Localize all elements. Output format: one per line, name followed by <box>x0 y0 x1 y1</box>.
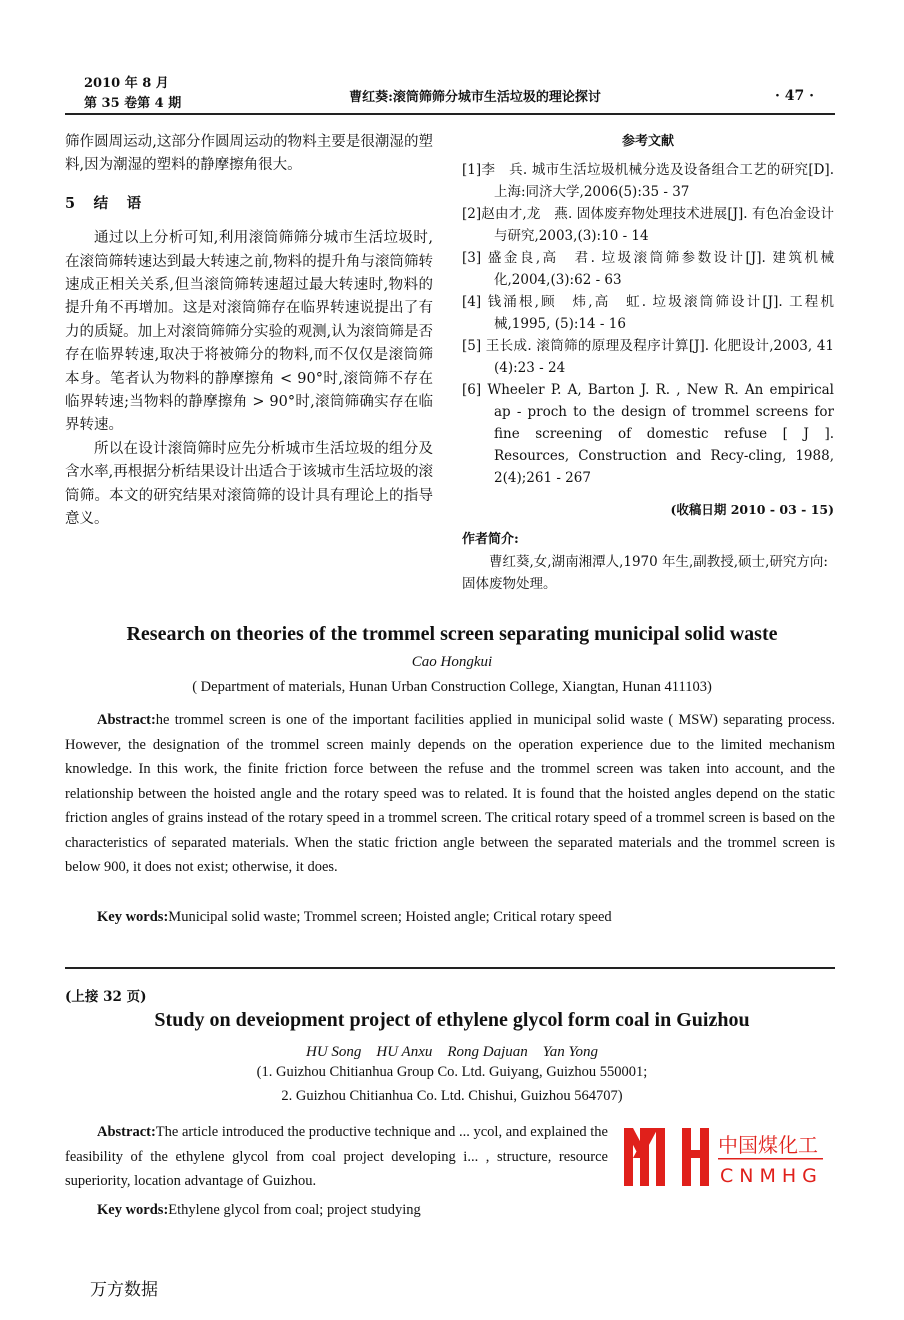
article2-keywords <box>97 1194 835 1223</box>
running-title: 曹红葵:滚筒筛筛分城市生活垃圾的理论探讨 <box>349 90 601 105</box>
keywords-label: Key words: <box>97 1201 169 1218</box>
reference-item: [5] 王长成. 滚筒筛的原理及程序计算[J]. 化肥设计,2003, 41 (4):23 - 24 <box>462 338 834 376</box>
svg-text:中国煤化工: 中国煤化工 <box>718 1133 818 1157</box>
reference-item: [2]赵由才,龙 燕. 固体废弃物处理技术进展[J]. 有色冶金设计与研究,2003,(3):10 - 14 <box>462 206 834 244</box>
abstract-label: Abstract: <box>97 712 156 728</box>
article1-title: Research on theories of the trommel screen separating municipal solid waste <box>126 623 778 645</box>
references-column <box>462 131 834 595</box>
header-rule <box>65 113 835 115</box>
section-heading: 5 结 语 <box>65 194 144 212</box>
issue-date: 2010 年 8 月 <box>84 76 169 91</box>
left-column <box>65 131 433 532</box>
article2-authors: HU Song HU Anxu Rong Dajuan Yan Yong <box>306 1044 598 1060</box>
keywords-text: Municipal solid waste; Trommel screen; Hoisted angle; Critical rotary speed <box>168 909 612 925</box>
article2-title: Study on deveiopment project of ethylene glycol form coal in Guizhou <box>154 1009 750 1031</box>
reference-item: [6] Wheeler P. A, Barton J. R. , New R. An empirical ap - proch to the design of trommel screens for fine screening of domestic refuse [ J ]. Resources, Construction and Recy-cling, 1988, 2(4);261 - 267 <box>462 382 834 486</box>
paragraph: 所以在设计滚筒筛时应先分析城市生活垃圾的组分及含水率,再根据分析结果设计出适合于该城市生活垃圾的滚筒筛。本文的研究结果对滚筒筛的设计具有理论上的指导意义。 <box>65 440 433 528</box>
abstract-label: Abstract: <box>97 1124 156 1140</box>
article2-affiliation-1: (1. Guizhou Chitianhua Group Co. Ltd. Guiyang, Guizhou 550001; <box>256 1064 648 1080</box>
article1-abstract <box>65 708 835 880</box>
abstract-text: The article introduced the productive technique and ... ycol, and explained the feasibility of the ethylene glycol from coal project developing i... , structure, resource superiority, location advantage of Guizhou. <box>65 1124 608 1189</box>
references-heading: 参考文献 <box>621 134 674 149</box>
paragraph: 通过以上分析可知,利用滚筒筛筛分城市生活垃圾时,在滚筒筛转速达到最大转速之前,物料的提升角与滚筒筛转速成正相关关系,但当滚筒筛转速超过最大转速时,物料的提升角不再增加。这是对滚筒筛存在临界转速说提出了有力的质疑。加上对滚筒筛筛分实验的观测,认为滚筒筛是否存在临界转速,取决于将被筛分的物料,而不仅仅是滚筒筛本身。笔者认为物料的静摩擦角 < 90°时,滚筒筛不存在临界转速;当物料的静摩擦角 > 90°时,滚筒筛确实存在临界转速。 <box>65 230 433 434</box>
reference-item: [3] 盛金良,高 君. 垃圾滚筒筛参数设计[J]. 建筑机械化,2004,(3):62 - 63 <box>462 250 834 288</box>
article-separator <box>65 967 835 969</box>
author-bio: 曹红葵,女,湖南湘潭人,1970 年生,副教授,硕士,研究方向:固体废物处理。 <box>462 554 828 592</box>
page-number: · 47 · <box>775 88 814 104</box>
author-bio-heading: 作者简介: <box>462 532 519 547</box>
article1-affiliation: ( Department of materials, Hunan Urban Construction College, Xiangtan, Hunan 411103) <box>192 679 712 695</box>
article2-abstract-block <box>65 1120 835 1222</box>
reference-item: [4] 钱涌根,顾 炜,高 虹. 垃圾滚筒筛设计[J]. 工程机械,1995, (5):14 - 16 <box>462 294 834 332</box>
cnmhg-logo-icon <box>620 1120 835 1190</box>
paragraph: 筛作圆周运动,这部分作圆周运动的物料主要是很潮湿的塑料,因为潮湿的塑料的静摩擦角很大。 <box>65 134 433 174</box>
journal-issue <box>84 74 181 114</box>
svg-text:CNMHG: CNMHG <box>720 1165 823 1187</box>
abstract-text: he trommel screen is one of the important facilities applied in municipal solid waste ( MSW) separating process. However, the designation of the trommel screen mainly depends on the operation experience due to the limited mechanism knowledge. In this work, the finite friction force between the refuse and the trommel screen was taken into account, and the relationship between the hoisted angle and the rotary speed was to related. It is found that the hoisted angles depend on the static friction angles of grains instead of the rotary speed in a trommel screen. The critical rotary speed of a trommel screen is based on the characteristics of separated materials. When the static friction angle between the separated materials and the trommel screen is below 900, it does not exist; otherwise, it does. <box>65 712 835 875</box>
received-date: (收稿日期 2010 - 03 - 15) <box>670 502 834 517</box>
keywords-text: Ethylene glycol from coal; project studying <box>168 1201 421 1218</box>
article2-affiliation-2: 2. Guizhou Chitianhua Co. Ltd. Chishui, Guizhou 564707) <box>281 1088 623 1104</box>
issue-volume: 第 35 卷第 4 期 <box>84 96 182 111</box>
source-footer: 万方数据 <box>90 1280 158 1300</box>
continued-note: (上接 32 页) <box>65 989 147 1005</box>
keywords-label: Key words: <box>97 909 169 925</box>
reference-item: [1]李 兵. 城市生活垃圾机械分选及设备组合工艺的研究[D]. 上海:同济大学,2006(5):35 - 37 <box>462 162 834 200</box>
article1-author: Cao Hongkui <box>411 654 493 670</box>
cnmhg-watermark-logo <box>620 1120 835 1190</box>
article1-keywords <box>97 909 612 926</box>
